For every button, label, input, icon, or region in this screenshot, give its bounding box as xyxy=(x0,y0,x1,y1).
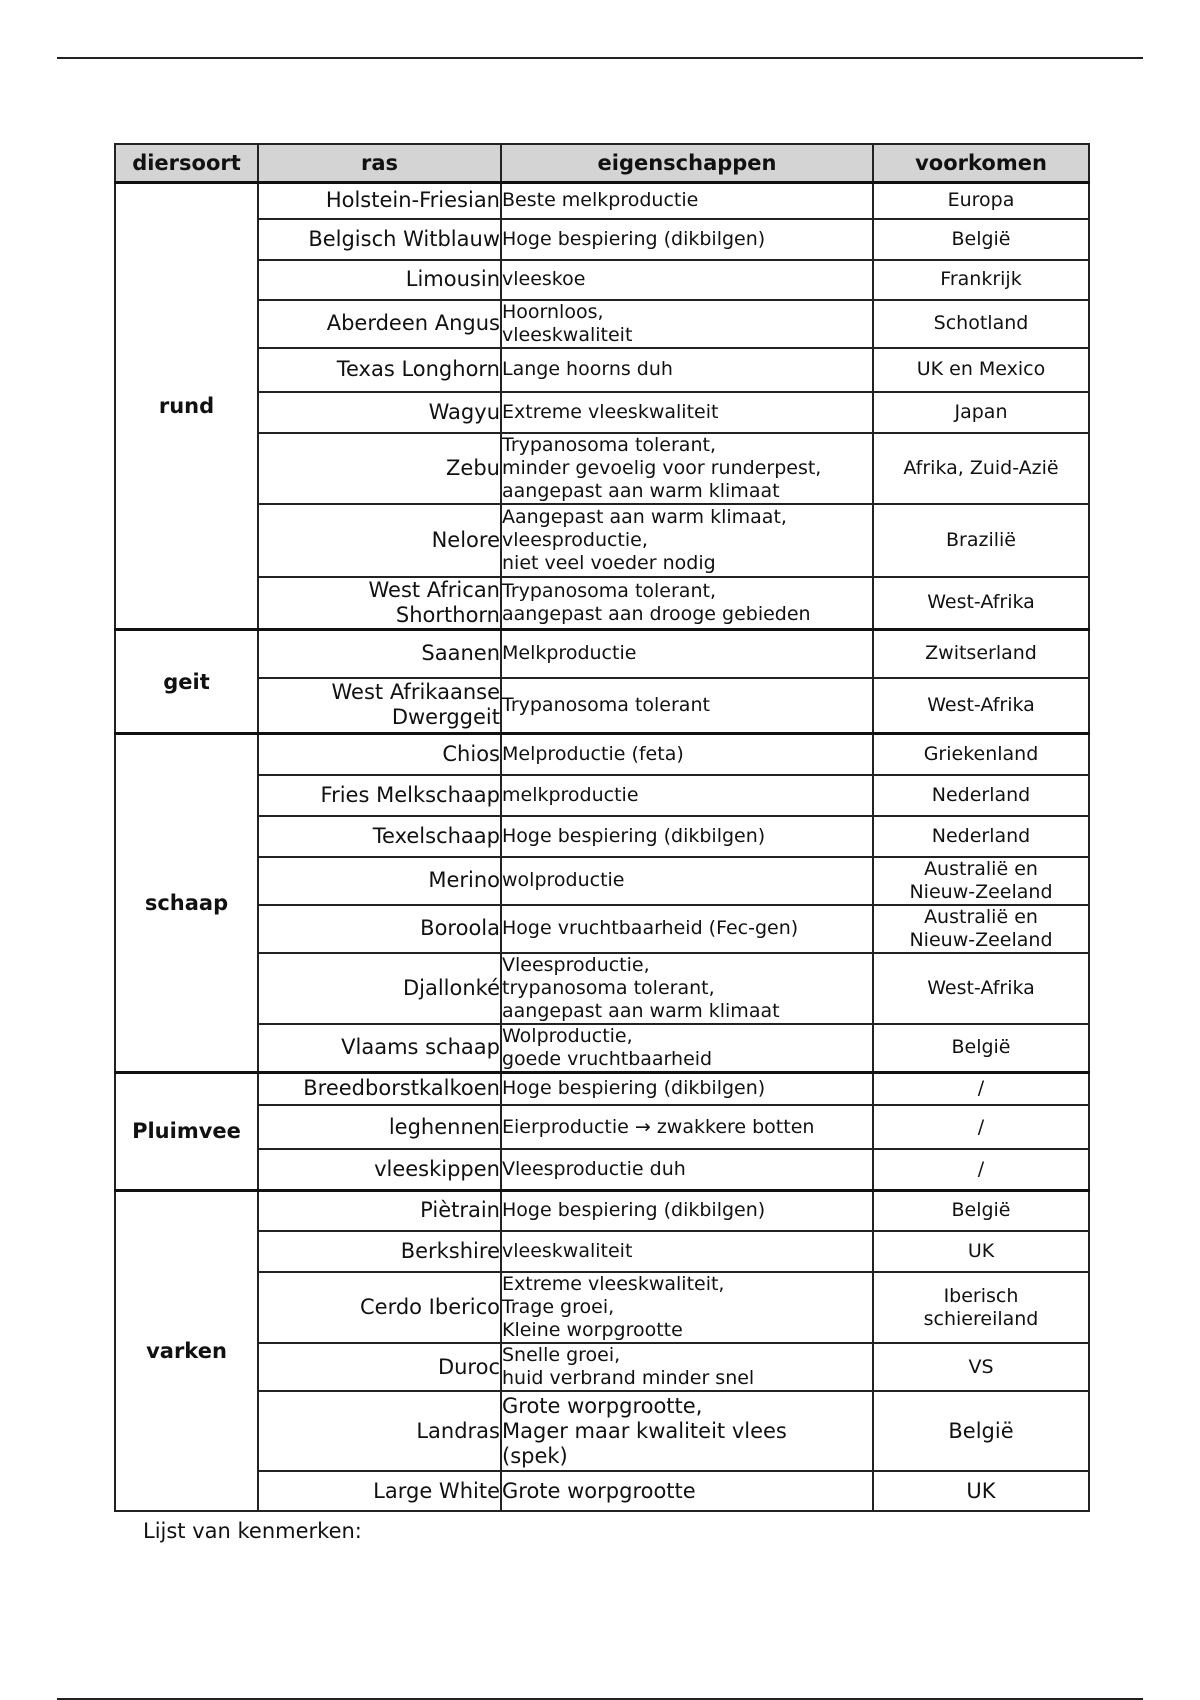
props-cell: Vleesproductie duh xyxy=(501,1149,873,1190)
props-cell: Melkproductie xyxy=(501,630,873,678)
props-cell: melkproductie xyxy=(501,775,873,816)
location-cell: Afrika, Zuid-Azië xyxy=(873,433,1089,504)
props-cell: Melproductie (feta) xyxy=(501,734,873,775)
species-group xyxy=(115,630,1089,734)
location-cell: België xyxy=(873,1024,1089,1073)
props-cell: Eierproductie → zwakkere botten xyxy=(501,1105,873,1149)
top-rule xyxy=(57,57,1143,59)
table-row xyxy=(115,816,1089,857)
location-cell: Australië en Nieuw-Zeeland xyxy=(873,857,1089,905)
location-cell: Nederland xyxy=(873,816,1089,857)
breed-cell: West Afrikaanse Dwerggeit xyxy=(258,678,501,734)
props-cell: Extreme vleeskwaliteit xyxy=(501,392,873,433)
species-cell: rund xyxy=(115,183,258,630)
breed-cell: Merino xyxy=(258,857,501,905)
location-cell: Japan xyxy=(873,392,1089,433)
location-cell: West-Afrika xyxy=(873,953,1089,1024)
footnote: Lijst van kenmerken: xyxy=(143,1519,362,1543)
location-cell: Frankrijk xyxy=(873,260,1089,300)
breed-cell: Vlaams schaap xyxy=(258,1024,501,1073)
location-cell: UK en Mexico xyxy=(873,348,1089,392)
props-cell: Trypanosoma tolerant xyxy=(501,678,873,734)
table-row xyxy=(115,260,1089,300)
props-cell: Lange hoorns duh xyxy=(501,348,873,392)
table-row xyxy=(115,1190,1089,1231)
species-group xyxy=(115,734,1089,1073)
table-row xyxy=(115,1072,1089,1105)
species-cell: schaap xyxy=(115,734,258,1073)
breed-cell: Wagyu xyxy=(258,392,501,433)
breed-cell: vleeskippen xyxy=(258,1149,501,1190)
species-cell: varken xyxy=(115,1190,258,1511)
breed-cell: West African Shorthorn xyxy=(258,577,501,630)
breed-cell: Texelschaap xyxy=(258,816,501,857)
table-row xyxy=(115,1231,1089,1272)
table-row xyxy=(115,734,1089,775)
breed-cell: Zebu xyxy=(258,433,501,504)
breed-cell: Piètrain xyxy=(258,1190,501,1231)
table-row xyxy=(115,1024,1089,1073)
location-cell: Europa xyxy=(873,183,1089,219)
props-cell: Hoornloos, vleeskwaliteit xyxy=(501,300,873,348)
header-voorkomen: voorkomen xyxy=(873,144,1089,183)
table-row xyxy=(115,577,1089,630)
table-row xyxy=(115,348,1089,392)
table-row xyxy=(115,183,1089,219)
location-cell: UK xyxy=(873,1231,1089,1272)
props-cell: Extreme vleeskwaliteit, Trage groei, Kleine worpgrootte xyxy=(501,1272,873,1343)
location-cell: België xyxy=(873,1391,1089,1471)
species-group xyxy=(115,183,1089,630)
breeds-table xyxy=(114,143,1090,1512)
breed-cell: Landras xyxy=(258,1391,501,1471)
props-cell: Beste melkproductie xyxy=(501,183,873,219)
breed-cell: leghennen xyxy=(258,1105,501,1149)
species-cell: Pluimvee xyxy=(115,1072,258,1190)
location-cell: Iberisch schiereiland xyxy=(873,1272,1089,1343)
location-cell: / xyxy=(873,1105,1089,1149)
location-cell: West-Afrika xyxy=(873,678,1089,734)
table-row xyxy=(115,504,1089,577)
props-cell: wolproductie xyxy=(501,857,873,905)
breed-cell: Belgisch Witblauw xyxy=(258,219,501,260)
props-cell: Hoge vruchtbaarheid (Fec-gen) xyxy=(501,905,873,953)
location-cell: Griekenland xyxy=(873,734,1089,775)
location-cell: / xyxy=(873,1149,1089,1190)
table-row xyxy=(115,630,1089,678)
species-cell: geit xyxy=(115,630,258,734)
table-row xyxy=(115,953,1089,1024)
table-row xyxy=(115,905,1089,953)
breed-cell: Nelore xyxy=(258,504,501,577)
table-row xyxy=(115,300,1089,348)
breed-cell: Texas Longhorn xyxy=(258,348,501,392)
props-cell: Hoge bespiering (dikbilgen) xyxy=(501,816,873,857)
location-cell: Australië en Nieuw-Zeeland xyxy=(873,905,1089,953)
table-row xyxy=(115,1391,1089,1471)
breed-cell: Large White xyxy=(258,1471,501,1511)
props-cell: vleeskwaliteit xyxy=(501,1231,873,1272)
props-cell: Hoge bespiering (dikbilgen) xyxy=(501,1072,873,1105)
breed-cell: Fries Melkschaap xyxy=(258,775,501,816)
location-cell: Nederland xyxy=(873,775,1089,816)
breed-cell: Cerdo Iberico xyxy=(258,1272,501,1343)
table-row xyxy=(115,1343,1089,1391)
species-group xyxy=(115,1190,1089,1511)
breed-cell: Breedborstkalkoen xyxy=(258,1072,501,1105)
table-row xyxy=(115,219,1089,260)
props-cell: vleeskoe xyxy=(501,260,873,300)
header-diersoort: diersoort xyxy=(115,144,258,183)
props-cell: Grote worpgrootte, Mager maar kwaliteit vlees (spek) xyxy=(501,1391,873,1471)
location-cell: Schotland xyxy=(873,300,1089,348)
breed-cell: Djallonké xyxy=(258,953,501,1024)
location-cell: België xyxy=(873,219,1089,260)
props-cell: Aangepast aan warm klimaat, vleesproductie, niet veel voeder nodig xyxy=(501,504,873,577)
table-row xyxy=(115,1272,1089,1343)
location-cell: Brazilië xyxy=(873,504,1089,577)
props-cell: Hoge bespiering (dikbilgen) xyxy=(501,1190,873,1231)
props-cell: Hoge bespiering (dikbilgen) xyxy=(501,219,873,260)
header-ras: ras xyxy=(258,144,501,183)
location-cell: VS xyxy=(873,1343,1089,1391)
breed-cell: Duroc xyxy=(258,1343,501,1391)
props-cell: Grote worpgrootte xyxy=(501,1471,873,1511)
header-eigenschappen: eigenschappen xyxy=(501,144,873,183)
props-cell: Wolproductie, goede vruchtbaarheid xyxy=(501,1024,873,1073)
location-cell: België xyxy=(873,1190,1089,1231)
table-row xyxy=(115,857,1089,905)
species-group xyxy=(115,1072,1089,1190)
breed-cell: Saanen xyxy=(258,630,501,678)
props-cell: Trypanosoma tolerant, minder gevoelig voor runderpest, aangepast aan warm klimaat xyxy=(501,433,873,504)
table-row xyxy=(115,433,1089,504)
breed-cell: Chios xyxy=(258,734,501,775)
props-cell: Vleesproductie, trypanosoma tolerant, aangepast aan warm klimaat xyxy=(501,953,873,1024)
breed-cell: Holstein-Friesian xyxy=(258,183,501,219)
breed-cell: Aberdeen Angus xyxy=(258,300,501,348)
props-cell: Trypanosoma tolerant, aangepast aan drooge gebieden xyxy=(501,577,873,630)
table-row xyxy=(115,775,1089,816)
location-cell: Zwitserland xyxy=(873,630,1089,678)
breed-cell: Boroola xyxy=(258,905,501,953)
table-row xyxy=(115,1471,1089,1511)
breed-cell: Limousin xyxy=(258,260,501,300)
props-cell: Snelle groei, huid verbrand minder snel xyxy=(501,1343,873,1391)
table-row xyxy=(115,678,1089,734)
table-row xyxy=(115,1149,1089,1190)
location-cell: UK xyxy=(873,1471,1089,1511)
location-cell: West-Afrika xyxy=(873,577,1089,630)
header-row xyxy=(115,144,1089,183)
breed-cell: Berkshire xyxy=(258,1231,501,1272)
location-cell: / xyxy=(873,1072,1089,1105)
table-row xyxy=(115,392,1089,433)
table-row xyxy=(115,1105,1089,1149)
